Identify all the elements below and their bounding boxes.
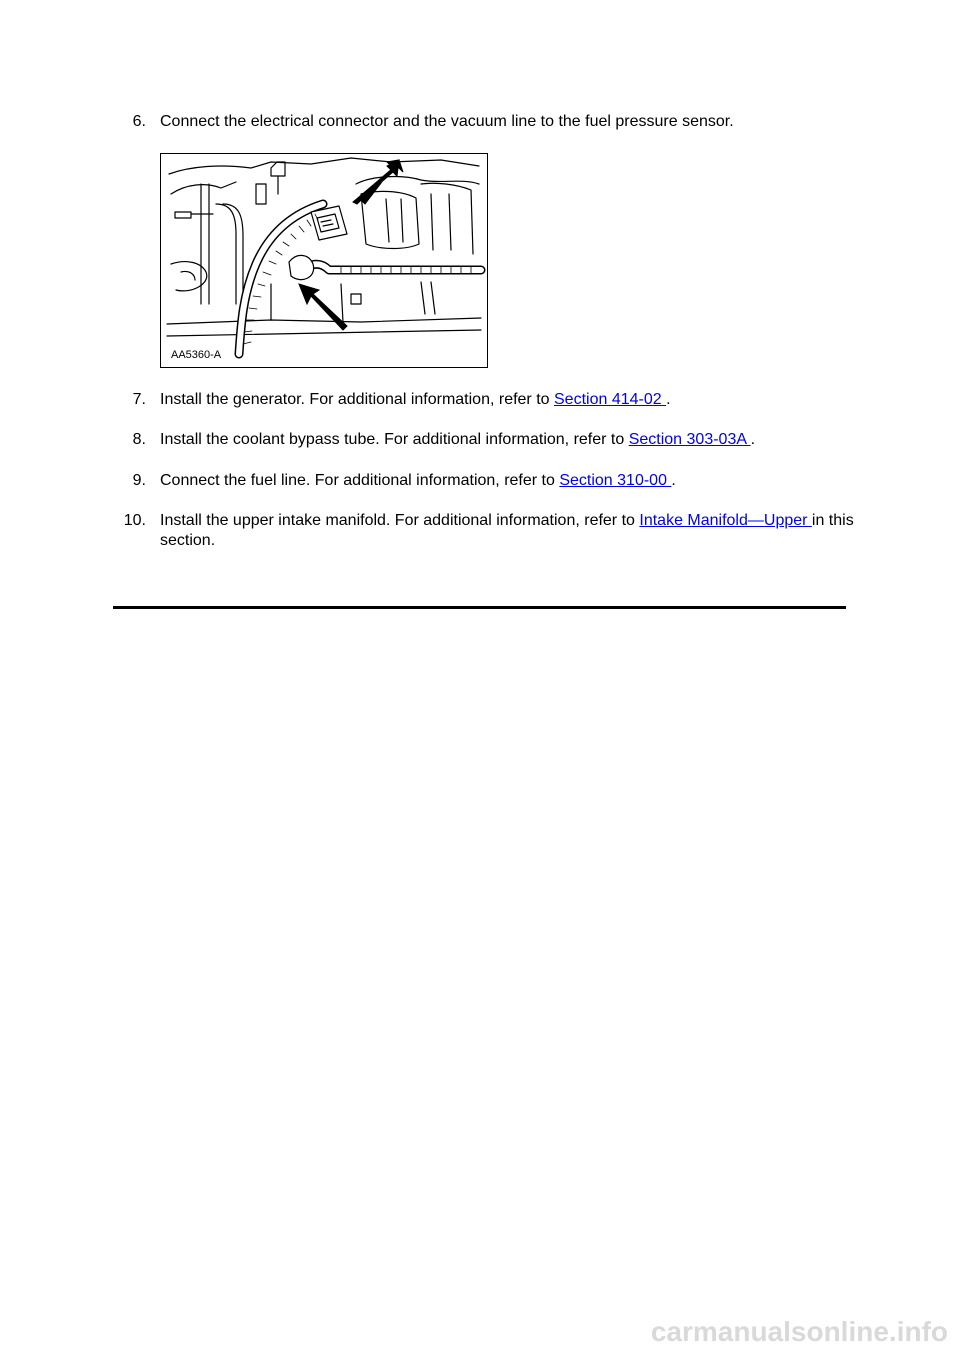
step-text-lead: Install the upper intake manifold. For additional information, refer to xyxy=(160,512,640,529)
step-text-tail: . xyxy=(671,472,676,489)
section-303-03a-link[interactable]: Section 303-03A xyxy=(628,431,751,448)
step-text-lead: Connect the fuel line. For additional information, refer to xyxy=(160,472,560,489)
step-number: 8. xyxy=(132,431,146,448)
watermark: carmanualsonline.info xyxy=(650,1316,948,1347)
step-number: 7. xyxy=(132,391,146,408)
step-text-tail: . xyxy=(750,431,756,448)
section-divider xyxy=(113,606,846,609)
figure-label: AA5360-A xyxy=(171,349,222,361)
step-text xyxy=(160,511,860,551)
engine-illustration xyxy=(160,153,488,368)
step-text: Connect the electrical connector and the vacuum line to the fuel pressure sensor. xyxy=(160,113,734,130)
step-number: 6. xyxy=(132,113,146,130)
step-text xyxy=(160,430,860,450)
step-number: 9. xyxy=(132,472,146,489)
step-text xyxy=(160,471,860,491)
intake-manifold-upper-link[interactable]: Intake Manifold—Upper xyxy=(639,512,812,529)
fuel-pressure-sensor-drawing xyxy=(161,154,487,367)
step-text-tail: in this section. xyxy=(160,512,854,549)
step-text xyxy=(160,390,860,410)
section-414-02-link[interactable]: Section 414-02 xyxy=(554,391,667,408)
step-number: 10. xyxy=(123,512,146,529)
step-text-tail: . xyxy=(666,391,671,408)
step-text-lead: Install the coolant bypass tube. For additional information, refer to xyxy=(160,431,629,448)
section-310-00-link[interactable]: Section 310-00 xyxy=(559,472,672,489)
step-text-lead: Install the generator. For additional information, refer to xyxy=(160,391,554,408)
